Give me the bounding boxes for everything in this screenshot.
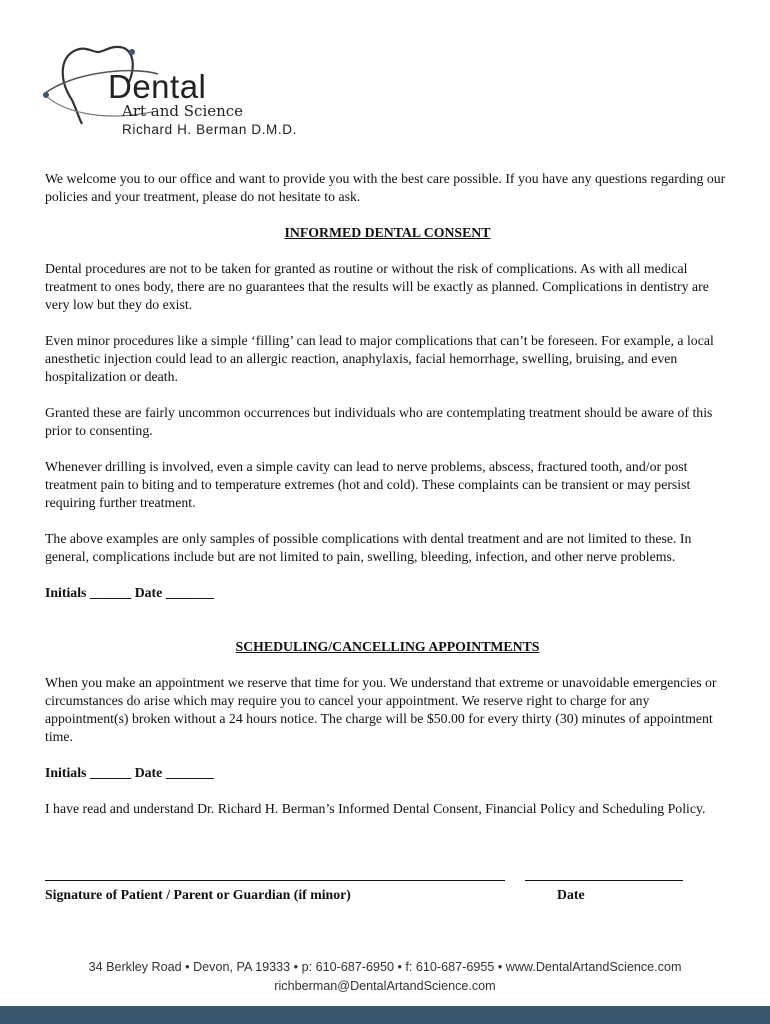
date-label: Date bbox=[557, 887, 585, 902]
consent-paragraph-4: Whenever drilling is involved, even a simple cavity can lead to nerve problems, abscess, fractured tooth, and/or post treatment pain to biting and to temperature extremes (hot and cold). These complaints can be transient or may persist requiring further treatment. bbox=[45, 459, 691, 510]
footer bbox=[0, 958, 770, 996]
consent-paragraph-2: Even minor procedures like a simple ‘filling’ can lead to major complications that can’t be foreseen. For example, a local anesthetic injection could lead to an allergic reaction, anaphylaxis, facial hemorrhage, swelling, bruising, and even hospitalization or death. bbox=[45, 333, 714, 384]
footer-address: 34 Berkley Road • Devon, PA 19333 • p: 610-687-6950 • f: 610-687-6955 • www.DentalArtandScience.com bbox=[88, 960, 682, 974]
acknowledgement-paragraph: I have read and understand Dr. Richard H. Berman’s Informed Dental Consent, Financial Policy and Scheduling Policy. bbox=[45, 801, 706, 816]
practice-logo bbox=[42, 42, 322, 142]
consent-heading: INFORMED DENTAL CONSENT bbox=[284, 225, 491, 240]
consent-paragraph-1: Dental procedures are not to be taken for granted as routine or without the risk of complications. As with all medical treatment to ones body, there are no guarantees that the results will be exactly as planned. Complications in dentistry are very low but they do exist. bbox=[45, 261, 709, 312]
logo-subtitle: Art and Science bbox=[122, 102, 244, 120]
document-body bbox=[45, 170, 730, 818]
footer-email: richberman@DentalArtandScience.com bbox=[274, 979, 496, 993]
signature-block bbox=[45, 878, 735, 908]
date-signature-line[interactable] bbox=[525, 880, 683, 881]
consent-paragraph-3: Granted these are fairly uncommon occurrences but individuals who are contemplating treatment should be aware of this prior to consenting. bbox=[45, 405, 713, 438]
scheduling-heading: SCHEDULING/CANCELLING APPOINTMENTS bbox=[235, 639, 540, 654]
patient-signature-line[interactable] bbox=[45, 880, 505, 881]
logo-doctor-name: Richard H. Berman D.M.D. bbox=[122, 122, 297, 137]
logo-wordmark: Dental bbox=[108, 68, 207, 105]
intro-paragraph: We welcome you to our office and want to provide you with the best care possible. If you have any questions regarding our policies and your treatment, please do not hesitate to ask. bbox=[45, 171, 726, 204]
patient-signature-label: Signature of Patient / Parent or Guardian (if minor) bbox=[45, 887, 351, 902]
bottom-bar bbox=[0, 1006, 770, 1024]
consent-paragraph-5: The above examples are only samples of possible complications with dental treatment and are not limited to these. In general, complications include but are not limited to pain, swelling, bleeding, infection, and other nerve problems. bbox=[45, 531, 692, 564]
scheduling-paragraph: When you make an appointment we reserve that time for you. We understand that extreme or unavoidable emergencies or circumstances do arise which may require you to cancel your appointment. We reserve right to charge for any appointment(s) broken without a 24 hours notice. The charge will be $50.00 for every thirty (30) minutes of appointment time. bbox=[45, 675, 717, 744]
scheduling-initials-date-field[interactable]: Initials ______ Date _______ bbox=[45, 765, 215, 780]
consent-initials-date-field[interactable]: Initials ______ Date _______ bbox=[45, 585, 215, 600]
